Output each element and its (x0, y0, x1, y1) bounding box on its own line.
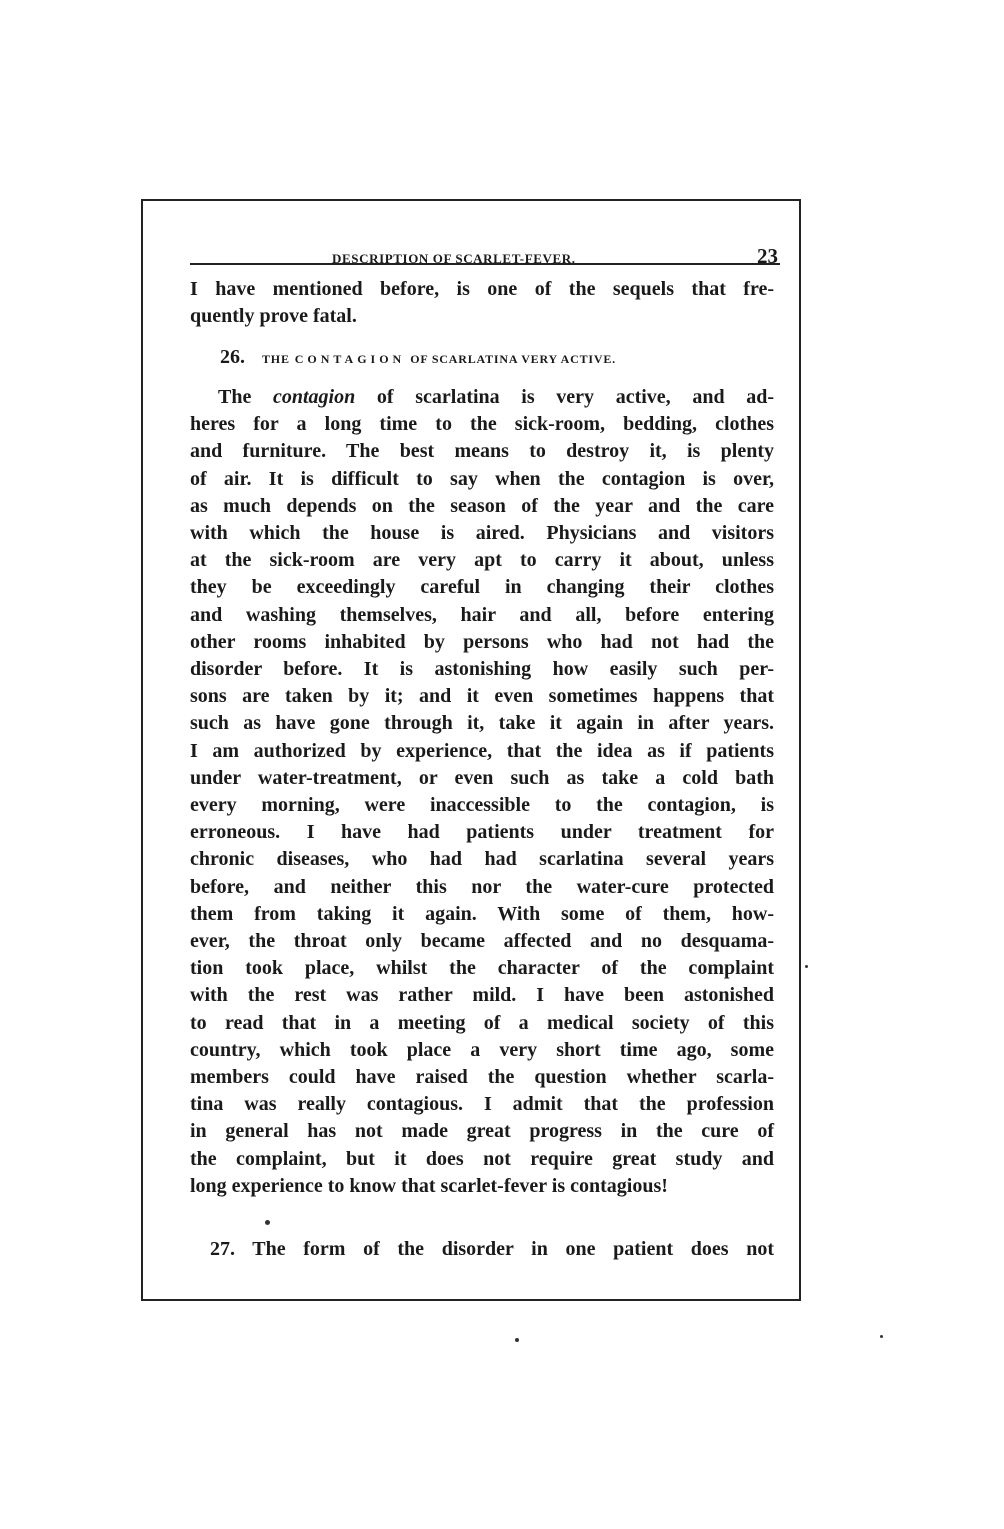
heading-word: THE (262, 352, 290, 366)
text-line: quently prove fatal. (190, 305, 357, 328)
text-line: tina was really contagious. I admit that the profession (190, 1093, 774, 1116)
text-line: ever, the throat only became affected and no desquama- (190, 930, 774, 953)
scan-speck (515, 1338, 519, 1342)
text-line: such as have gone through it, take it again in after years. (190, 712, 774, 735)
running-title: DESCRIPTION OF SCARLET-FEVER. (332, 251, 576, 266)
page-number: 23 (757, 244, 778, 268)
scan-speck (880, 1335, 883, 1338)
text-line: under water-treatment, or even such as take a cold bath (190, 766, 774, 789)
header-rule (190, 263, 780, 265)
text-line: chronic diseases, who had had scarlatina several years (190, 848, 774, 871)
text-line: country, which took place a very short time ago, some (190, 1038, 774, 1061)
text-line: and washing themselves, hair and all, before entering (190, 603, 774, 626)
text-line: before, and neither this nor the water-cure protected (190, 875, 774, 898)
text-line: erroneous. I have had patients under treatment for (190, 821, 774, 844)
section-heading (220, 346, 616, 369)
paragraph-27-start: 27. The form of the disorder in one patient does not (210, 1238, 774, 1260)
text-line: other rooms inhabited by persons who had not had the (190, 630, 774, 653)
paragraph-contagion (190, 384, 774, 1200)
text-line: to read that in a meeting of a medical society of this (190, 1011, 774, 1034)
text-line: members could have raised the question whether scarla- (190, 1066, 774, 1089)
text-line: of air. It is difficult to say when the contagion is over, (190, 467, 774, 490)
section-number: 26. (220, 346, 245, 368)
paragraph-continuation (190, 276, 774, 330)
text-fragment: The (218, 386, 252, 408)
text-line: long experience to know that scarlet-fever is contagious! (190, 1174, 668, 1197)
text-line: with which the house is aired. Physicians and visitors (190, 522, 774, 545)
scan-speck (265, 1220, 270, 1225)
text-line: they be exceedingly careful in changing their clothes (190, 576, 774, 599)
heading-rest: OF SCARLATINA VERY ACTIVE. (410, 352, 616, 366)
text-line: and furniture. The best means to destroy it, is plenty (190, 440, 774, 463)
text-line: with the rest was rather mild. I have been astonished (190, 984, 774, 1007)
text-line: the complaint, but it does not require great study and (190, 1147, 774, 1170)
scan-speck (805, 965, 808, 968)
heading-word-spaced: CONTAGION (294, 352, 406, 366)
text-line: sons are taken by it; and it even sometimes happens that (190, 685, 774, 708)
text-line: I am authorized by experience, that the idea as if patients (190, 739, 774, 762)
text-line: them from taking it again. With some of them, how- (190, 902, 774, 925)
text-line: as much depends on the season of the year and the care (190, 494, 774, 517)
text-line (190, 384, 774, 411)
text-line: in general has not made great progress in the cure of (190, 1120, 774, 1143)
running-head (190, 244, 784, 272)
text-line: heres for a long time to the sick-room, bedding, clothes (190, 413, 774, 436)
italic-word: contagion (273, 386, 356, 408)
text-line: every morning, were inaccessible to the contagion, is (190, 794, 774, 817)
text-fragment: of scarlatina is very active, and ad- (376, 386, 775, 408)
text-line: disorder before. It is astonishing how easily such per- (190, 658, 774, 681)
text-line: at the sick-room are very apt to carry it about, unless (190, 549, 774, 572)
text-line: I have mentioned before, is one of the sequels that fre- (190, 278, 774, 300)
text-line: tion took place, whilst the character of the complaint (190, 957, 774, 980)
